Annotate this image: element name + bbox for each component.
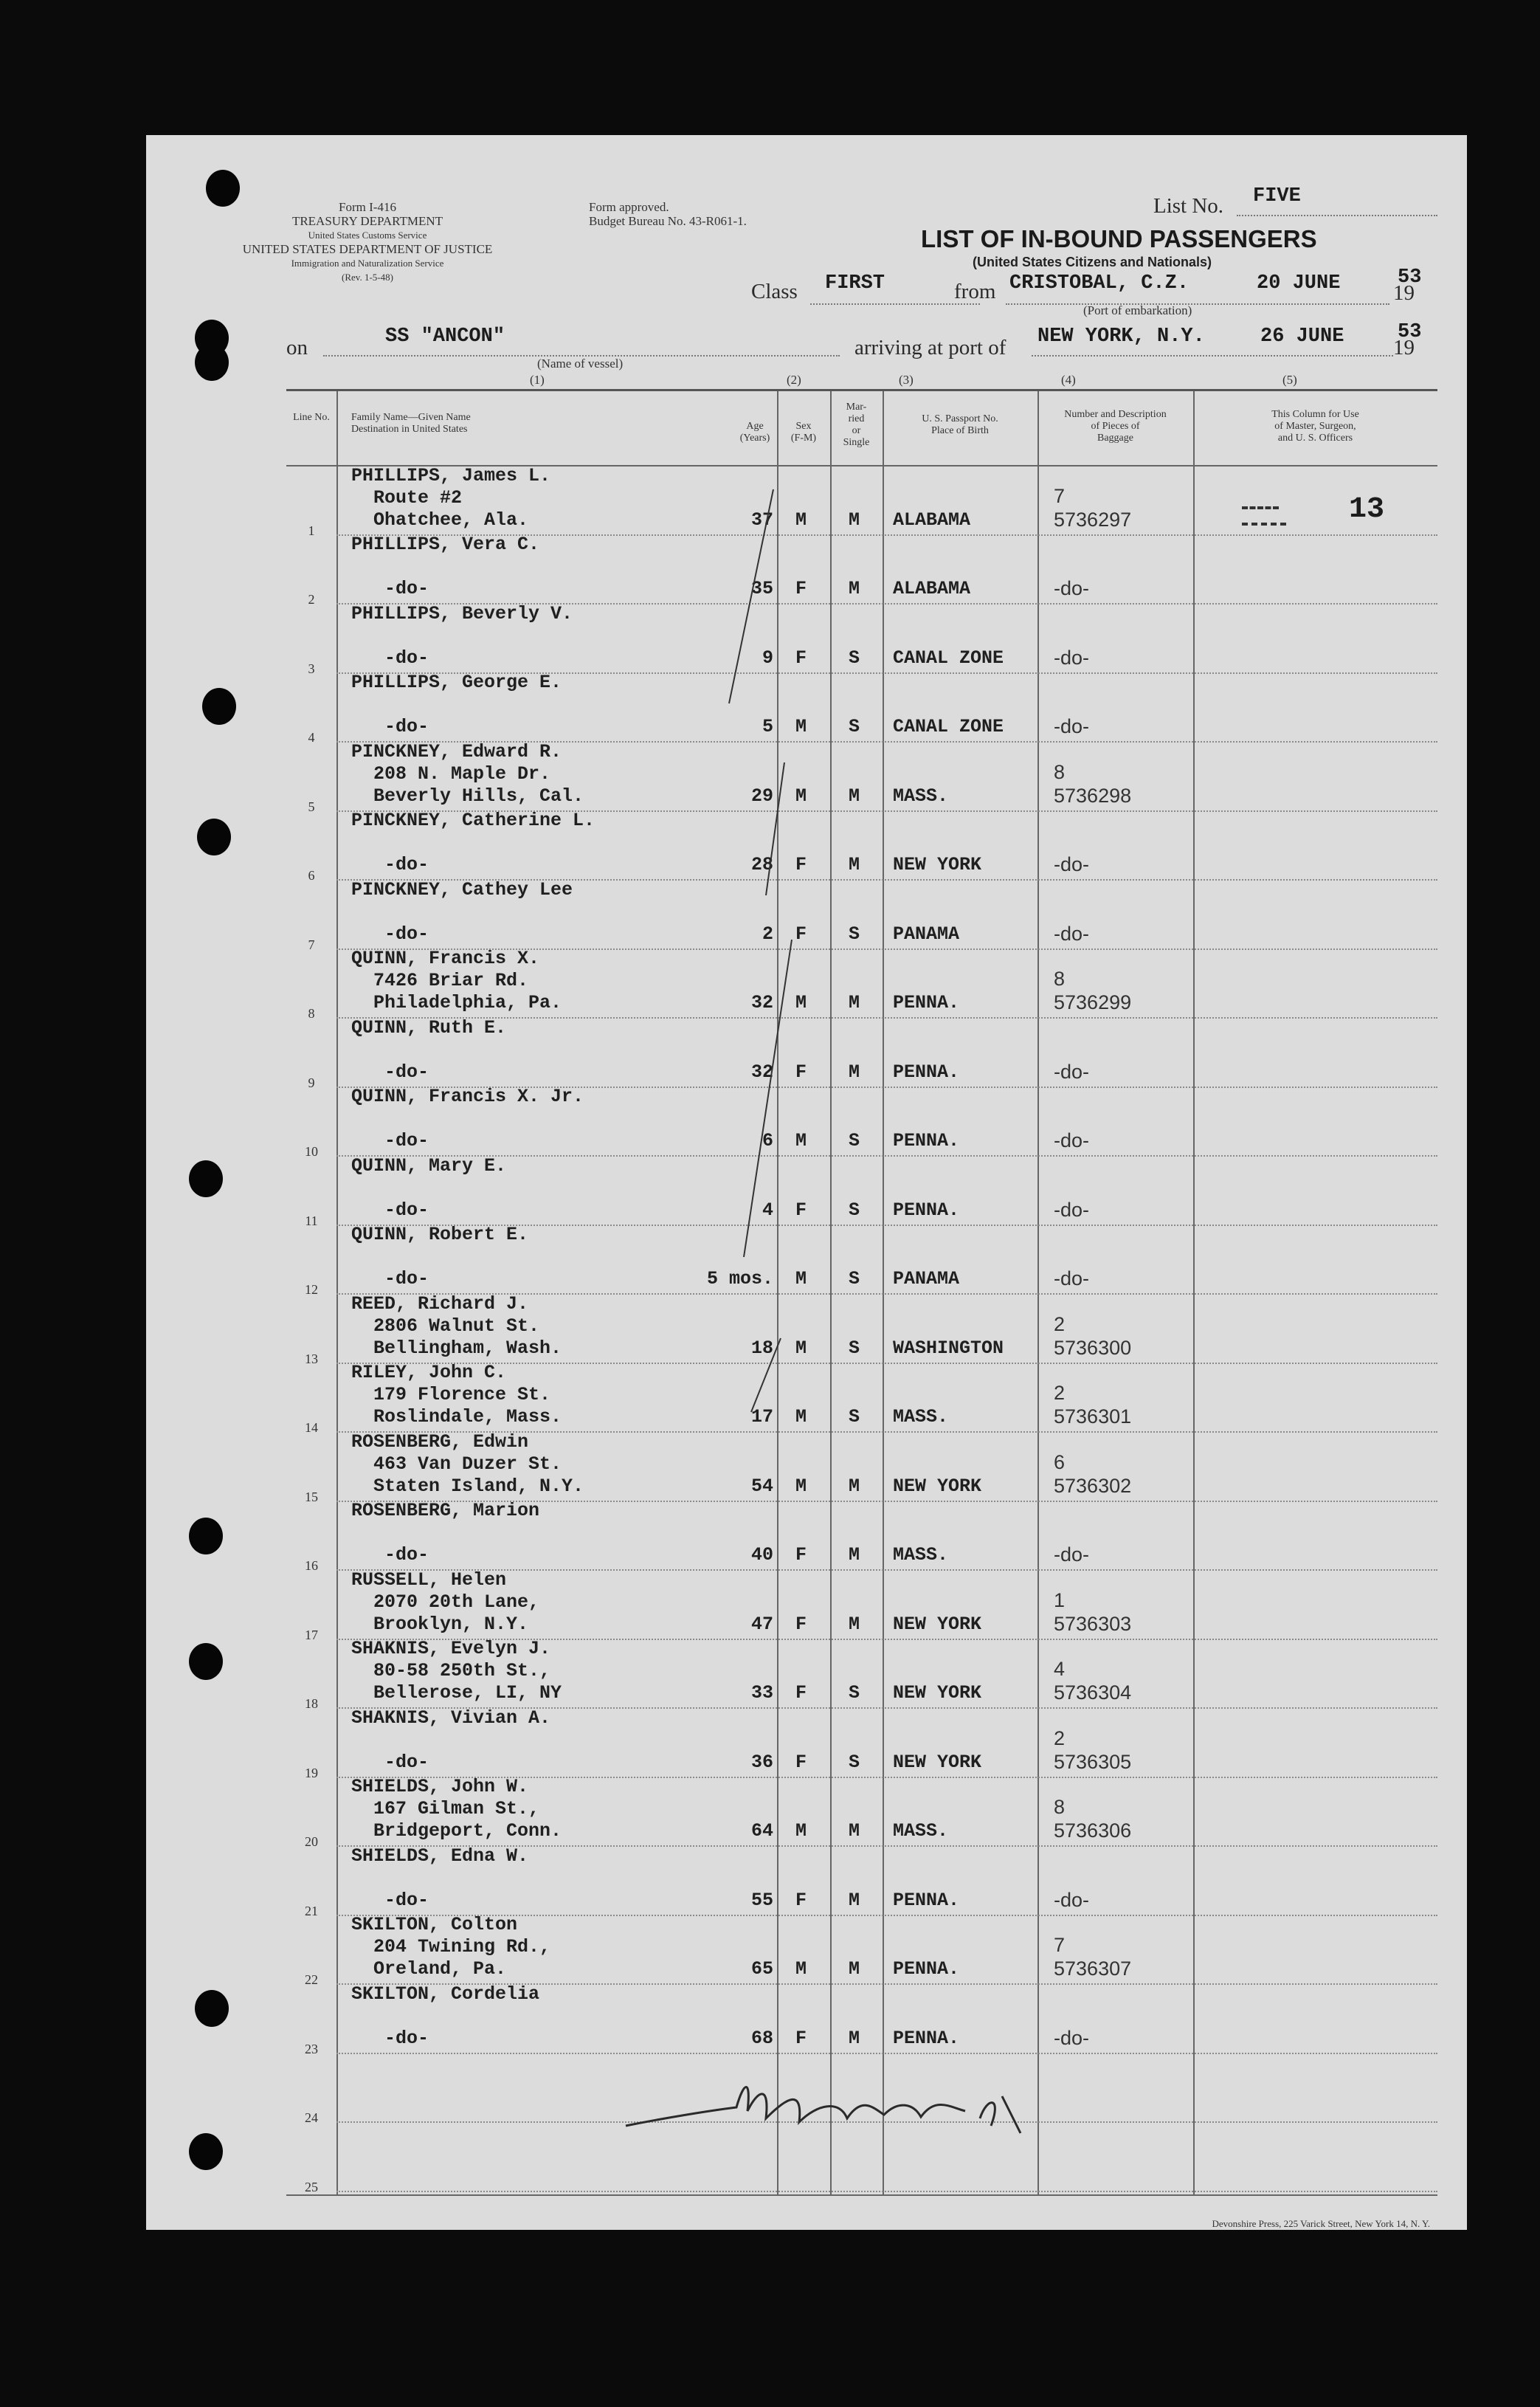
passenger-name: SHIELDS, John W. 167 Gilman St., Bridgeport, Conn. [351, 1776, 562, 1842]
baggage: -do- [1054, 715, 1090, 737]
table-row [286, 810, 1437, 883]
place-of-birth: MASS. [893, 1820, 949, 1842]
marital-status: M [849, 1475, 860, 1497]
table-row [286, 1914, 1437, 1987]
arrival-year-prefix: 19 [1393, 336, 1415, 359]
baggage: 7 5736297 [1054, 484, 1132, 531]
table-row [286, 878, 1437, 952]
passenger-sex: F [795, 854, 807, 875]
baggage: 4 5736304 [1054, 1658, 1132, 1704]
arrival-year: 53 [1398, 321, 1422, 343]
passenger-sex: M [795, 785, 807, 807]
marital-status: M [849, 1820, 860, 1842]
passenger-age: 54 [750, 1475, 773, 1497]
table-row [286, 1086, 1437, 1159]
passenger-name: ROSENBERG, Marion -do- [351, 1500, 540, 1566]
form-info-block [227, 200, 508, 284]
passenger-name: PHILLIPS, Beverly V. -do- [351, 602, 573, 669]
place-of-birth: NEW YORK [893, 1682, 982, 1704]
marital-status: M [849, 854, 860, 875]
passenger-name: RILEY, John C. 179 Florence St. Roslindale, Mass. [351, 1362, 562, 1428]
passenger-name: SHIELDS, Edna W. -do- [351, 1845, 529, 1911]
passenger-sex: F [795, 2027, 807, 2049]
table-row [286, 1845, 1437, 1918]
passenger-age: 4 [762, 1199, 773, 1221]
passenger-name: SKILTON, Colton 204 Twining Rd., Oreland, Pa. [351, 1914, 551, 1980]
header-name: Family Name—Given Name Destination in United States [351, 412, 471, 435]
passenger-age: 28 [750, 854, 773, 875]
passenger-sex: M [795, 1130, 807, 1151]
place-of-birth: PENNA. [893, 1958, 960, 1980]
baggage: 1 5736303 [1054, 1588, 1132, 1635]
passenger-age: 29 [750, 785, 773, 807]
line-number: 4 [308, 730, 315, 745]
place-of-birth: NEW YORK [893, 1751, 982, 1773]
marital-status: M [849, 2027, 860, 2049]
header-line-no: Line No. [293, 412, 330, 423]
form-approved: Form approved. [589, 200, 669, 214]
line-number: 13 [305, 1351, 318, 1366]
passenger-name: SHAKNIS, Vivian A. -do- [351, 1707, 551, 1773]
baggage: 2 5736300 [1054, 1312, 1132, 1359]
table-row [286, 948, 1437, 1021]
header-age: Age (Years) [739, 421, 770, 444]
line-number: 5 [308, 799, 315, 814]
passenger-age: 36 [750, 1751, 773, 1773]
marital-status: S [849, 1751, 860, 1773]
from-value: CRISTOBAL, C.Z. [1009, 272, 1189, 295]
marital-status: S [849, 923, 860, 945]
line-number: 18 [305, 1696, 318, 1711]
binder-hole [206, 170, 240, 207]
passenger-sex: F [795, 923, 807, 945]
signature [618, 2067, 1032, 2148]
passenger-name: PHILLIPS, George E. -do- [351, 672, 562, 737]
table-row [286, 1292, 1437, 1366]
line-number: 17 [305, 1627, 318, 1642]
vessel-label: (Name of vessel) [537, 357, 624, 371]
passenger-age: 33 [750, 1682, 773, 1704]
passenger-name: PINCKNEY, Cathey Lee -do- [351, 878, 573, 945]
passenger-sex: M [795, 716, 807, 737]
passenger-name: PINCKNEY, Edward R. 208 N. Maple Dr. Beverly Hills, Cal. [351, 740, 584, 807]
printer-imprint: Devonshire Press, 225 Varick Street, New York 14, N. Y. [1212, 2218, 1430, 2229]
table-row [286, 740, 1437, 814]
marital-status: M [849, 1958, 860, 1980]
header-passport: U. S. Passport No. Place of Birth [922, 413, 998, 436]
table-row [286, 464, 1437, 538]
marital-status: M [849, 1061, 860, 1083]
arrival-line [1032, 355, 1393, 357]
passenger-name: PINCKNEY, Catherine L. -do- [351, 810, 595, 875]
passenger-name: SKILTON, Cordelia -do- [351, 1983, 540, 2049]
line-number: 22 [305, 1972, 318, 1987]
binder-hole [189, 1518, 223, 1554]
passenger-name: QUINN, Francis X. 7426 Briar Rd. Philadelphia, Pa. [351, 948, 562, 1013]
binder-hole [195, 1990, 229, 2027]
line-number: 16 [305, 1558, 318, 1573]
baggage: -do- [1054, 1543, 1090, 1566]
passenger-age: 55 [750, 1889, 773, 1911]
place-of-birth: PENNA. [893, 1130, 960, 1151]
place-of-birth: PANAMA [893, 923, 960, 945]
arrival-port: NEW YORK, N.Y. [1037, 326, 1205, 348]
passenger-sex: F [795, 1061, 807, 1083]
passenger-age: 6 [762, 1130, 773, 1151]
passenger-age: 5 mos. [706, 1268, 773, 1289]
passenger-sex: M [795, 1406, 807, 1428]
table-row [286, 1983, 1437, 2056]
passenger-age: 47 [750, 1613, 773, 1635]
passenger-sex: M [795, 1268, 807, 1289]
line-number: 10 [305, 1144, 318, 1159]
on-label: on [286, 336, 308, 359]
line-number: 14 [305, 1420, 318, 1435]
line-number: 7 [308, 937, 315, 952]
passenger-sex: F [795, 1613, 807, 1635]
passenger-age: 32 [750, 1061, 773, 1083]
passenger-sex: M [795, 509, 807, 531]
place-of-birth: ALABAMA [893, 509, 971, 531]
passenger-age: 18 [750, 1337, 773, 1359]
place-of-birth: PENNA. [893, 1889, 960, 1911]
list-no-line [1237, 215, 1437, 216]
passenger-name: QUINN, Ruth E. -do- [351, 1016, 507, 1083]
passenger-sex: M [795, 1337, 807, 1359]
marital-status: M [849, 1889, 860, 1911]
rev-label: (Rev. 1-5-48) [342, 272, 393, 283]
depart-date: 20 JUNE [1257, 272, 1341, 295]
vessel-value: SS "ANCON" [385, 326, 505, 348]
marital-status: M [849, 992, 860, 1013]
line-number: 2 [308, 592, 315, 607]
place-of-birth: MASS. [893, 1406, 949, 1428]
line-number: 19 [305, 1765, 318, 1780]
header-sex: Sex (F-M) [790, 421, 817, 444]
line-number: 23 [305, 2041, 318, 2056]
ins-label: Immigration and Naturalization Service [291, 258, 444, 269]
passenger-name: QUINN, Francis X. Jr. -do- [351, 1086, 584, 1151]
marital-status: S [849, 1337, 860, 1359]
passenger-age: 9 [762, 647, 773, 669]
place-of-birth: MASS. [893, 785, 949, 807]
marital-status: M [849, 509, 860, 531]
port-embark-label: (Port of embarkation) [1083, 303, 1192, 317]
baggage: -do- [1054, 1060, 1090, 1083]
marital-status: M [849, 1613, 860, 1635]
line-number: 12 [305, 1282, 318, 1297]
passenger-age: 5 [762, 716, 773, 737]
passenger-sex: F [795, 1199, 807, 1221]
binder-hole [189, 1160, 223, 1197]
baggage: 6 5736302 [1054, 1450, 1132, 1497]
approval-block [589, 200, 747, 228]
table-row [286, 1500, 1437, 1573]
page-title: LIST OF IN-BOUND PASSENGERS [921, 225, 1317, 252]
table-row [286, 602, 1437, 676]
class-value: FIRST [825, 272, 885, 295]
line-number: 25 [305, 2179, 318, 2194]
place-of-birth: WASHINGTON [893, 1337, 1004, 1359]
table-row [286, 1430, 1437, 1504]
document-sheet [146, 135, 1467, 2230]
passenger-age: 2 [762, 923, 773, 945]
header-married: Mar- ried or Single [843, 402, 870, 448]
from-label: from [954, 280, 996, 303]
baggage: -do- [1054, 1267, 1090, 1289]
passenger-name: SHAKNIS, Evelyn J. 80-58 250th St., Bellerose, LI, NY [351, 1638, 562, 1704]
marital-status: S [849, 716, 860, 737]
treasury-label: TREASURY DEPARTMENT [291, 214, 443, 228]
budget-number: Budget Bureau No. 43-R061-1. [589, 214, 747, 228]
header-baggage: Number and Description of Pieces of Baggage [1064, 409, 1167, 444]
list-no-value: FIVE [1253, 185, 1301, 207]
table-row [286, 1638, 1437, 1711]
col-number-1: (1) [530, 373, 545, 387]
passenger-sex: F [795, 578, 807, 599]
year-value: 53 [1398, 266, 1422, 289]
passenger-sex: M [795, 992, 807, 1013]
baggage: -do- [1054, 1129, 1090, 1151]
binder-hole [195, 344, 229, 381]
place-of-birth: PENNA. [893, 2027, 960, 2049]
passenger-sex: M [795, 1958, 807, 1980]
table-row [286, 534, 1437, 607]
row-rule [336, 2191, 1437, 2192]
baggage: 8 5736298 [1054, 760, 1132, 807]
table-row [286, 1707, 1437, 1780]
marital-status: S [849, 1406, 860, 1428]
marital-status: M [849, 785, 860, 807]
col-number-2: (2) [787, 373, 801, 387]
table-row [286, 1154, 1437, 1228]
line-number: 9 [308, 1075, 315, 1090]
place-of-birth: CANAL ZONE [893, 647, 1004, 669]
line-number: 15 [305, 1489, 318, 1504]
passenger-age: 37 [750, 509, 773, 531]
justice-label: UNITED STATES DEPARTMENT OF JUSTICE [242, 242, 493, 256]
marital-status: S [849, 1199, 860, 1221]
form-number: Form I-416 [339, 200, 396, 214]
baggage: -do- [1054, 853, 1090, 875]
baggage: 2 5736301 [1054, 1382, 1132, 1428]
place-of-birth: NEW YORK [893, 1613, 982, 1635]
passenger-name: QUINN, Robert E. -do- [351, 1224, 529, 1289]
line-number: 24 [305, 2110, 318, 2125]
header-officers: This Column for Use of Master, Surgeon, and U. S. Officers [1271, 409, 1359, 444]
passenger-sex: F [795, 1889, 807, 1911]
from-line [1006, 303, 1389, 305]
place-of-birth: PENNA. [893, 1061, 960, 1083]
passenger-sex: F [795, 647, 807, 669]
table-row [286, 672, 1437, 745]
marital-status: M [849, 578, 860, 599]
line-number: 3 [308, 661, 315, 676]
line-number: 20 [305, 1834, 318, 1849]
passenger-name: QUINN, Mary E. -do- [351, 1154, 507, 1221]
line-number: 11 [305, 1213, 318, 1228]
list-no-label: List No. [1153, 194, 1224, 218]
passenger-sex: M [795, 1475, 807, 1497]
passenger-sex: F [795, 1751, 807, 1773]
baggage: 7 5736307 [1054, 1934, 1132, 1980]
line-number: 6 [308, 868, 315, 883]
baggage: 8 5736299 [1054, 968, 1132, 1013]
passenger-age: 40 [750, 1544, 773, 1566]
place-of-birth: NEW YORK [893, 854, 982, 875]
baggage: -do- [1054, 1888, 1090, 1911]
binder-hole [202, 688, 236, 725]
class-label: Class [751, 280, 798, 303]
passenger-name: RUSSELL, Helen 2070 20th Lane, Brooklyn, N.Y. [351, 1568, 540, 1635]
table-row [286, 1224, 1437, 1297]
col-number-5: (5) [1282, 373, 1297, 387]
passenger-name: ROSENBERG, Edwin 463 Van Duzer St. Staten Island, N.Y. [351, 1430, 584, 1497]
col-number-4: (4) [1061, 373, 1076, 387]
officer-mark: 13 [1349, 493, 1385, 526]
binder-hole [189, 2133, 223, 2170]
line-number: 1 [308, 523, 315, 538]
marital-status: M [849, 1544, 860, 1566]
baggage: -do- [1054, 646, 1090, 669]
passenger-table [286, 389, 1437, 2196]
baggage: 8 5736306 [1054, 1796, 1132, 1842]
passenger-age: 32 [750, 992, 773, 1013]
passenger-sex: M [795, 1820, 807, 1842]
year-prefix: 19 [1393, 281, 1415, 305]
place-of-birth: PANAMA [893, 1268, 960, 1289]
line-number: 21 [305, 1903, 318, 1918]
place-of-birth: MASS. [893, 1544, 949, 1566]
place-of-birth: PENNA. [893, 992, 960, 1013]
passenger-name: PHILLIPS, Vera C. -do- [351, 534, 540, 599]
passenger-age: 64 [750, 1820, 773, 1842]
marital-status: S [849, 1682, 860, 1704]
passenger-age: 17 [750, 1406, 773, 1428]
pencil-marks [722, 482, 810, 1589]
marital-status: S [849, 1268, 860, 1289]
arriving-label: arriving at port of [854, 336, 1006, 359]
marital-status: S [849, 1130, 860, 1151]
table-row [286, 1016, 1437, 1090]
table-row [286, 1776, 1437, 1849]
passenger-name: REED, Richard J. 2806 Walnut St. Bellingham, Wash. [351, 1292, 562, 1359]
passenger-sex: F [795, 1682, 807, 1704]
page-subtitle: (United States Citizens and Nationals) [973, 255, 1212, 269]
passenger-age: 65 [750, 1958, 773, 1980]
passenger-sex: F [795, 1544, 807, 1566]
place-of-birth: CANAL ZONE [893, 716, 1004, 737]
binder-hole [189, 1643, 223, 1680]
arrival-date: 26 JUNE [1260, 326, 1344, 348]
passenger-name: PHILLIPS, James L. Route #2 Ohatchee, Ala. [351, 464, 551, 531]
marital-status: S [849, 647, 860, 669]
table-row [286, 1568, 1437, 1642]
baggage: 2 5736305 [1054, 1726, 1132, 1773]
place-of-birth: ALABAMA [893, 578, 971, 599]
baggage: -do- [1054, 2026, 1090, 2049]
baggage: -do- [1054, 577, 1090, 599]
place-of-birth: NEW YORK [893, 1475, 982, 1497]
table-row [286, 1362, 1437, 1435]
passenger-age: 68 [750, 2027, 773, 2049]
place-of-birth: PENNA. [893, 1199, 960, 1221]
baggage: -do- [1054, 1198, 1090, 1221]
col-number-3: (3) [899, 373, 914, 387]
binder-hole [197, 819, 231, 855]
baggage: -do- [1054, 922, 1090, 945]
line-number: 8 [308, 1006, 315, 1021]
customs-label: United States Customs Service [308, 230, 427, 241]
passenger-age: 35 [750, 578, 773, 599]
